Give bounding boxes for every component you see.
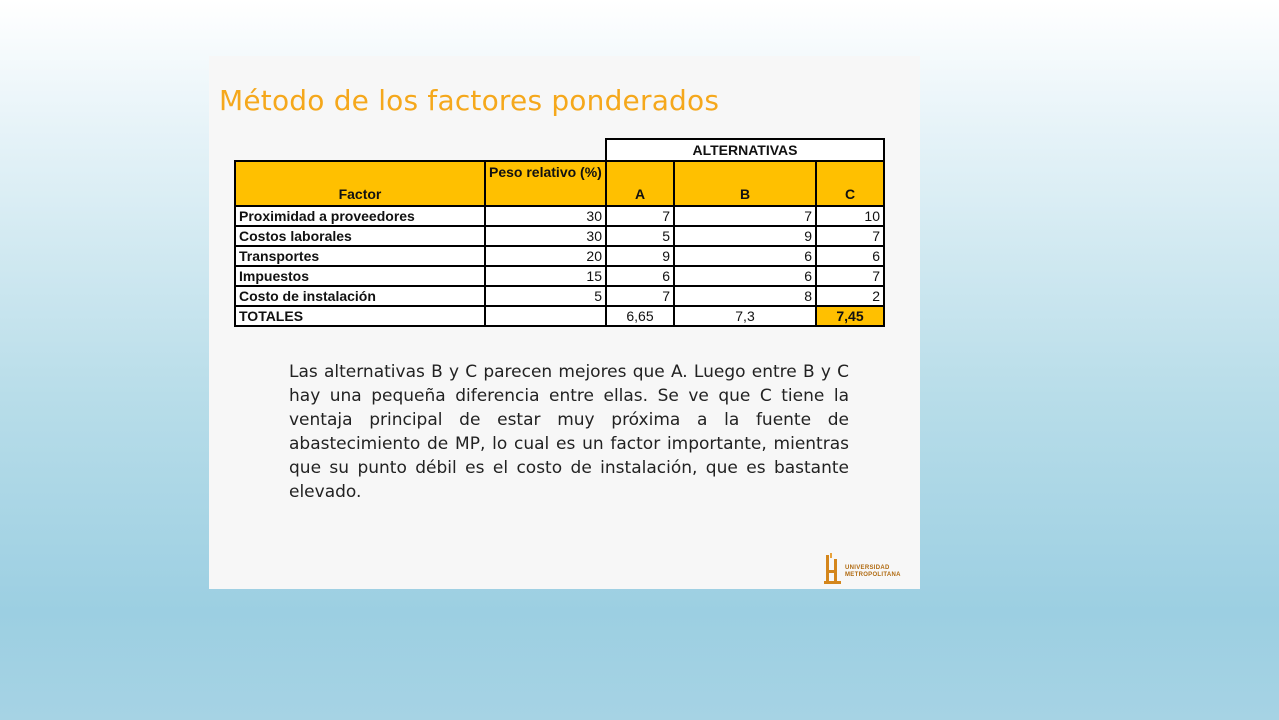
slide — [209, 56, 920, 589]
score-a: 6 — [606, 266, 674, 286]
weighted-factors-table — [234, 138, 885, 327]
total-b: 7,3 — [674, 306, 816, 326]
score-b: 6 — [674, 246, 816, 266]
totals-label: TOTALES — [235, 306, 485, 326]
table-row — [235, 246, 884, 266]
alternatives-header: ALTERNATIVAS — [606, 139, 884, 161]
weight-value: 5 — [485, 286, 606, 306]
logo-line-1: UNIVERSIDAD — [845, 565, 890, 571]
factor-name: Costos laborales — [235, 226, 485, 246]
score-a: 9 — [606, 246, 674, 266]
total-a: 6,65 — [606, 306, 674, 326]
explanation-text: Las alternativas B y C parecen mejores que A. Luego entre B y C hay una pequeña diferencia entre ellas. Se ve que C tiene la ventaja principal de estar muy próxima a la fuente de abastecimiento de MP, lo cual es un factor importante, mientras que su punto débil es el costo de instalación, que es bastante elevado. — [289, 362, 849, 502]
score-a: 5 — [606, 226, 674, 246]
score-c: 10 — [816, 206, 884, 226]
factor-name: Costo de instalación — [235, 286, 485, 306]
score-c: 7 — [816, 226, 884, 246]
university-logo — [823, 551, 918, 587]
totals-weight — [485, 306, 606, 326]
score-a: 7 — [606, 206, 674, 226]
total-c-highlighted: 7,45 — [816, 306, 884, 326]
score-b: 8 — [674, 286, 816, 306]
alternative-c-header: C — [816, 161, 884, 206]
factor-name: Transportes — [235, 246, 485, 266]
table-row — [235, 286, 884, 306]
score-c: 2 — [816, 286, 884, 306]
totals-row — [235, 306, 884, 326]
slide-title: Método de los factores ponderados — [219, 84, 720, 117]
alternatives-header-row — [235, 139, 884, 161]
alternative-a-header: A — [606, 161, 674, 206]
score-c: 7 — [816, 266, 884, 286]
alternative-b-header: B — [674, 161, 816, 206]
score-c: 6 — [816, 246, 884, 266]
score-b: 6 — [674, 266, 816, 286]
weight-value: 30 — [485, 226, 606, 246]
logo-line-2: METROPOLITANA — [845, 572, 901, 578]
university-logo-text — [845, 565, 901, 579]
factor-name: Proximidad a proveedores — [235, 206, 485, 226]
table-row — [235, 226, 884, 246]
weight-value: 20 — [485, 246, 606, 266]
blank-cell — [485, 139, 606, 161]
column-header-row — [235, 161, 884, 206]
score-b: 9 — [674, 226, 816, 246]
weight-value: 15 — [485, 266, 606, 286]
score-b: 7 — [674, 206, 816, 226]
blank-cell — [235, 139, 485, 161]
university-logo-icon — [823, 551, 845, 587]
weight-value: 30 — [485, 206, 606, 226]
table-row — [235, 266, 884, 286]
score-a: 7 — [606, 286, 674, 306]
factor-column-header: Factor — [235, 161, 485, 206]
table-row — [235, 206, 884, 226]
weight-column-header: Peso relativo (%) — [485, 161, 606, 206]
factor-name: Impuestos — [235, 266, 485, 286]
